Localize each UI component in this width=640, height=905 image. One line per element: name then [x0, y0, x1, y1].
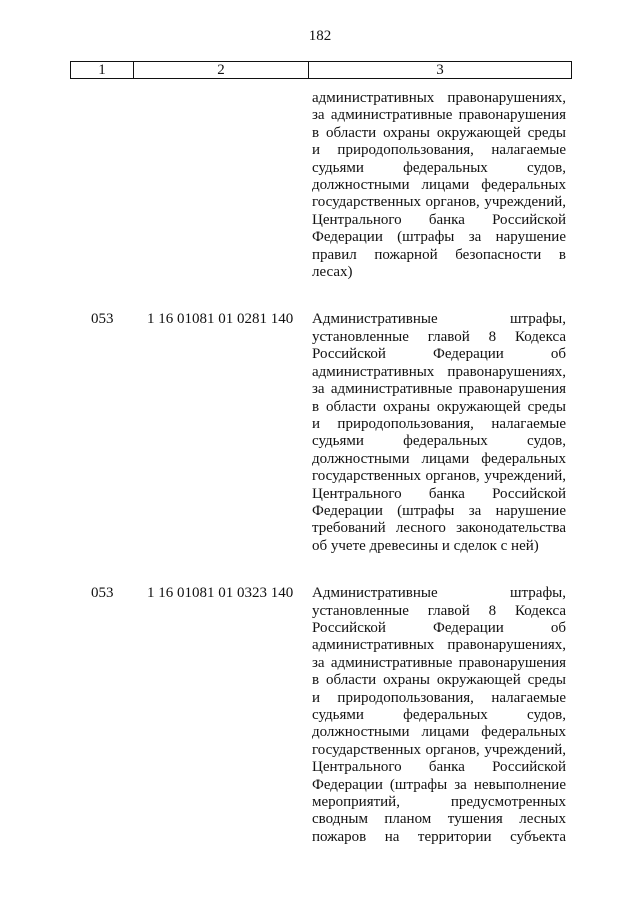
kbk-code: 1 16 01081 01 0323 140	[147, 585, 294, 602]
description-line: административных правонарушениях,	[312, 90, 566, 106]
description-line: в области охраны окружающей среды	[312, 124, 566, 141]
description-line: и природопользования, налагаемые	[312, 415, 566, 432]
description-line: Федерации (штрафы за невыполнение	[312, 776, 566, 793]
description-line: Административные штрафы,	[312, 311, 566, 328]
description-line: и природопользования, налагаемые	[312, 689, 566, 706]
table-row	[0, 585, 640, 846]
description-line: Центрального банка Российской	[312, 211, 566, 228]
description-line: Федерации (штрафы за нарушение	[312, 502, 566, 519]
description-line: установленные главой 8 Кодекса	[312, 328, 566, 345]
row-description	[312, 311, 566, 555]
description-line: в области охраны окружающей среды	[312, 398, 566, 415]
admin-code: 053	[91, 311, 114, 328]
description-line: государственных органов, учреждений,	[312, 194, 566, 211]
description-line: за административные правонарушения	[312, 107, 566, 124]
description-line: Центрального банка Российской	[312, 759, 566, 776]
description-line: Центрального банка Российской	[312, 485, 566, 502]
description-line: Российской Федерации об	[312, 346, 566, 363]
description-line: государственных органов, учреждений,	[312, 468, 566, 485]
row-gap	[0, 555, 640, 585]
admin-code: 053	[91, 585, 114, 602]
description-line: установленные главой 8 Кодекса	[312, 602, 566, 619]
kbk-code: 1 16 01081 01 0281 140	[147, 311, 294, 328]
description-line: об учете древесины и сделок с ней)	[312, 537, 539, 554]
description-line: государственных органов, учреждений,	[312, 741, 566, 758]
description-line: Административные штрафы,	[312, 585, 566, 602]
column-header-3: 3	[309, 62, 572, 79]
description-line: за административные правонарушения	[312, 654, 566, 671]
description-line: сводным планом тушения лесных	[312, 811, 566, 828]
description-line: мероприятий, предусмотренных	[312, 794, 566, 811]
page-number: 182	[308, 28, 332, 44]
column-header-row	[71, 62, 572, 79]
description-line: правил пожарной безопасности в	[312, 246, 566, 263]
table-body	[0, 90, 640, 846]
description-line: пожаров на территории субъекта	[312, 828, 566, 845]
column-header-1: 1	[71, 62, 134, 79]
description-line: за административные правонарушения	[312, 381, 566, 398]
table-row	[0, 90, 640, 281]
row-gap	[0, 281, 640, 311]
description-line: должностными лицами федеральных	[312, 724, 566, 741]
description-line: Российской Федерации об	[312, 619, 566, 636]
description-line: и природопользования, налагаемые	[312, 142, 566, 159]
description-line: судьями федеральных судов,	[312, 433, 566, 450]
column-header-2: 2	[134, 62, 309, 79]
description-line: лесах)	[312, 264, 353, 281]
description-line: должностными лицами федеральных	[312, 450, 566, 467]
description-line: должностными лицами федеральных	[312, 177, 566, 194]
description-line: административных правонарушениях,	[312, 637, 566, 654]
description-line: Федерации (штрафы за нарушение	[312, 229, 566, 246]
description-line: административных правонарушениях,	[312, 363, 566, 380]
row-description	[312, 90, 566, 281]
table-row	[0, 311, 640, 555]
description-line: судьями федеральных судов,	[312, 707, 566, 723]
description-line: судьями федеральных судов,	[312, 159, 566, 176]
description-line: требований лесного законодательства	[312, 520, 566, 537]
row-description	[312, 585, 566, 846]
column-header-table	[70, 61, 572, 79]
description-line: в области охраны окружающей среды	[312, 672, 566, 689]
